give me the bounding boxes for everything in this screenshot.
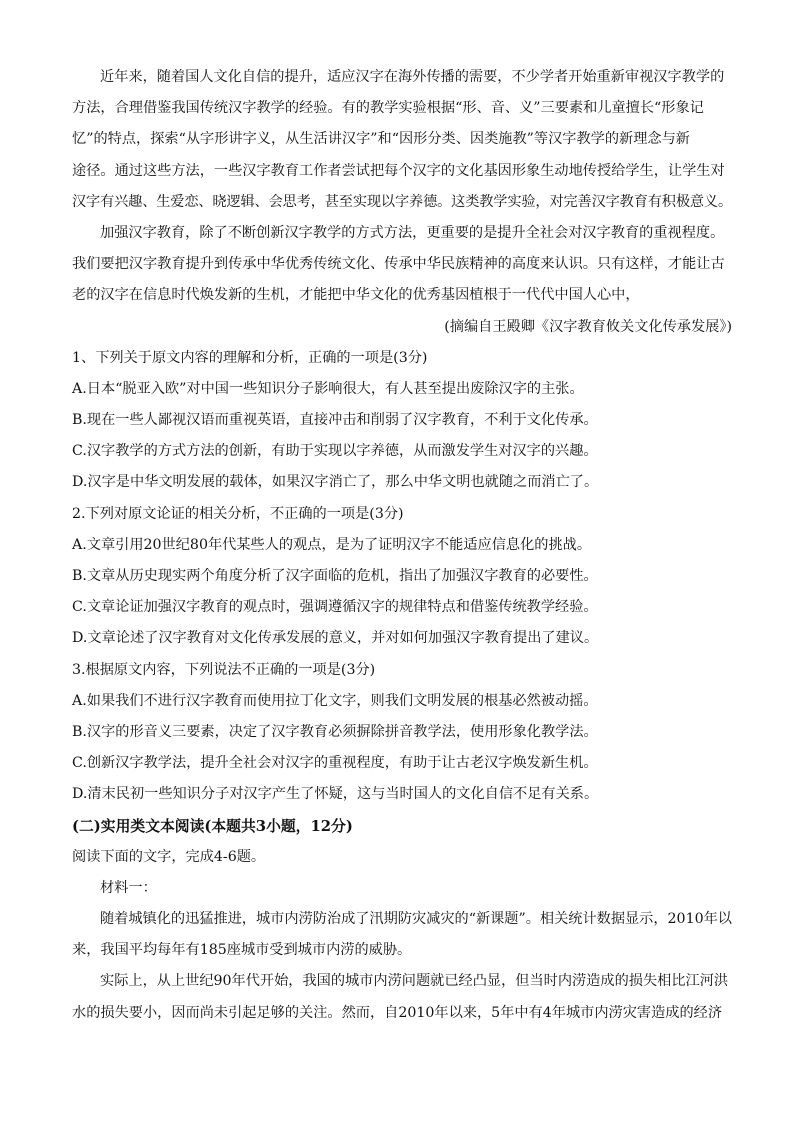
question-1-option-d: D.汉字是中华文明发展的载体，如果汉字消亡了，那么中华文明也就随之而消亡了。 <box>72 474 599 491</box>
question-2-option-d: D.文章论述了汉字教育对文化传承发展的意义，并对如何加强汉字教育提出了建议。 <box>72 630 599 647</box>
question-1-option-a: A.日本“脱亚入欧”对中国一些知识分子影响很大，有人甚至提出废除汉字的主张。 <box>72 380 584 397</box>
question-3-option-d: D.清末民初一些知识分子对汉字产生了怀疑，这与当时国人的文化自信不足有关系。 <box>72 786 599 803</box>
passage-source: (摘编自王殿卿《汉字教育攸关文化传承发展》) <box>444 318 732 335</box>
passage1-para1-line: 忆”的特点，探索“从字形讲字义，从生活讲汉字”和“因形分类、因类施教”等汉字教学的新理念与新 <box>72 131 690 148</box>
material1-para1-line: 来，我国平均每年有185座城市受到城市内涝的威胁。 <box>72 942 412 959</box>
material1-para2-line: 水的损失要小，因而尚未引起足够的关注。然而，自2010年以来，5年中有4年城市内涝灾害造成的经济 <box>72 1004 723 1021</box>
passage1-para1-line: 近年来，随着国人文化自信的提升，适应汉字在海外传播的需要，不少学者开始重新审视汉字教学的 <box>100 69 725 85</box>
question-1-option-c: C.汉字教学的方式方法的创新，有助于实现以字养德，从而激发学生对汉字的兴趣。 <box>72 443 598 460</box>
document-page <box>72 62 732 1029</box>
passage1-para2-line: 老的汉字在信息时代焕发新的生机，才能把中华文化的优秀基因植根于一代代中国人心中， <box>72 287 640 304</box>
material1-para2-line: 实际上，从上世纪90年代开始，我国的城市内涝问题就已经凸显，但当时内涝造成的损失相比江河洪 <box>100 973 729 990</box>
question-3-option-c: C.创新汉字教学法，提升全社会对汉字的重视程度，有助于让古老汉字焕发新生机。 <box>72 755 598 772</box>
section-instruction: 阅读下面的文字，完成4-6题。 <box>72 848 266 865</box>
question-1-option-b: B.现在一些人鄙视汉语而重视英语，直接冲击和削弱了汉字教育，不利于文化传承。 <box>72 412 598 429</box>
question-3-option-b: B.汉字的形音义三要素，决定了汉字教育必须摒除拼音教学法，使用形象化教学法。 <box>72 723 598 740</box>
question-3-stem: 3.根据原文内容，下列说法不正确的一项是(3分) <box>72 661 376 678</box>
passage1-para2-line: 我们要把汉字教育提升到传承中华优秀传统文化、传承中华民族精神的高度来认识。只有这样，才能让古 <box>72 256 725 273</box>
passage1-para1-line: 途径。通过这些方法，一些汉字教育工作者尝试把每个汉字的文化基因形象生动地传授给学生，让学生对 <box>72 162 725 179</box>
question-2-option-a: A.文章引用20世纪80年代某些人的观点，是为了证明汉字不能适应信息化的挑战。 <box>72 536 592 553</box>
passage1-para2-line: 加强汉字教育，除了不断创新汉字教学的方式方法，更重要的是提升全社会对汉字教育的重视程度。 <box>100 224 725 241</box>
passage1-para1-line: 汉字有兴趣、生爱恋、晓逻辑、会思考，甚至实现以字养德。这类教学实验，对完善汉字教育有积极意义。 <box>72 193 733 210</box>
question-3-option-a: A.如果我们不进行汉字教育而使用拉丁化文字，则我们文明发展的根基必然被动摇。 <box>72 692 598 709</box>
passage1-para1-line: 方法，合理借鉴我国传统汉字教学的经验。有的教学实验根据“形、音、义”三要素和儿童擅长“形象记 <box>72 100 704 117</box>
material-label: 材料一： <box>100 879 157 896</box>
question-1-stem: 1、下列关于原文内容的理解和分析，正确的一项是(3分) <box>72 349 428 366</box>
section-heading: (二)实用类文本阅读(本题共3小题，12分) <box>72 817 353 835</box>
question-2-option-c: C.文章论证加强汉字教育的观点时，强调遵循汉字的规律特点和借鉴传统教学经验。 <box>72 599 598 616</box>
question-2-stem: 2.下列对原文论证的相关分析，不正确的一项是(3分) <box>72 505 404 522</box>
question-2-option-b: B.文章从历史现实两个角度分析了汉字面临的危机，指出了加强汉字教育的必要性。 <box>72 568 598 584</box>
material1-para1-line: 随着城镇化的迅猛推进，城市内涝防治成了汛期防灾减灾的“新课题”。相关统计数据显示，2010年以 <box>100 911 732 928</box>
